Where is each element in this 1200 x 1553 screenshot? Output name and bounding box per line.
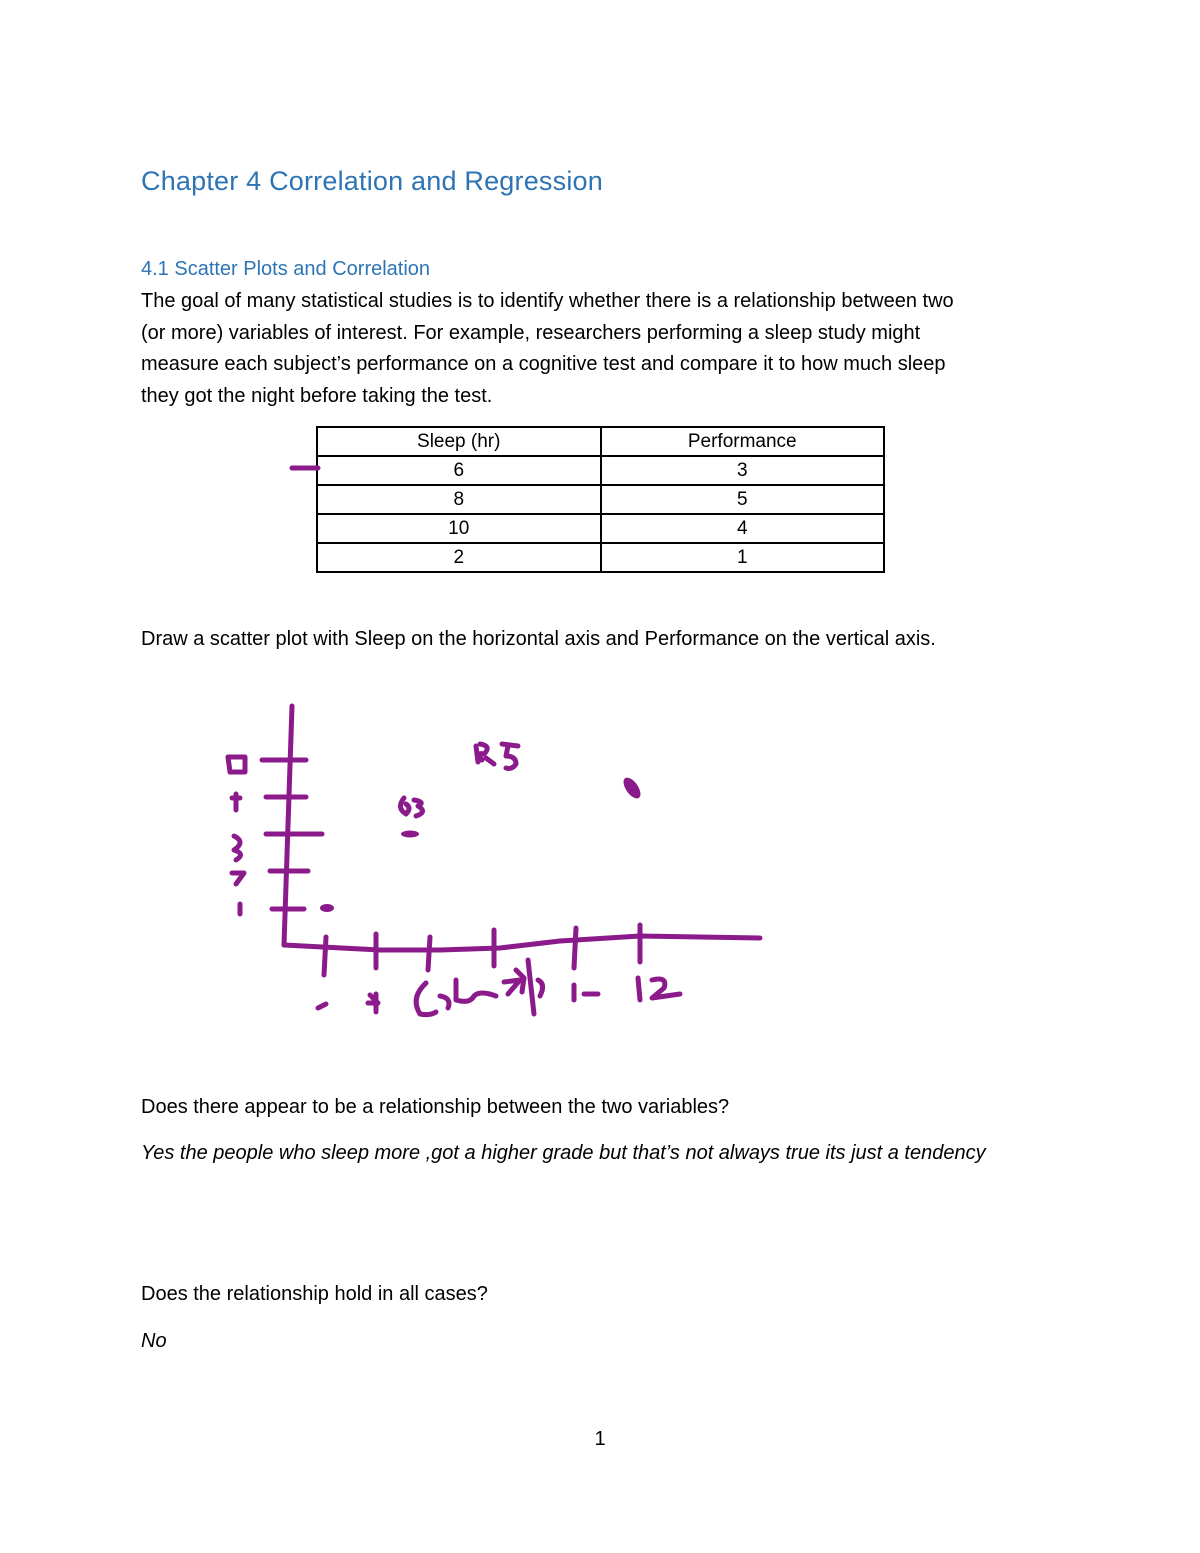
ink-point-label: [400, 798, 409, 814]
ink-x-label: [638, 978, 680, 1000]
table-cell: 6: [317, 456, 601, 485]
ink-data-point: [620, 775, 644, 802]
ink-x-axis: [284, 936, 760, 950]
intro-line: The goal of many statistical studies is to identify whether there is a relationship between two: [141, 290, 954, 312]
ink-x-label: [504, 970, 524, 994]
ink-x-label: [440, 980, 496, 1008]
intro-line: they got the night before taking the test.: [141, 384, 493, 407]
answer-2: No: [141, 1330, 167, 1352]
column-header-performance: Performance: [601, 427, 885, 456]
ink-x-label: [318, 1004, 326, 1008]
ink-data-point: [401, 831, 419, 838]
ink-x-tick: [428, 937, 430, 970]
ink-x-tick: [324, 937, 326, 975]
table-cell: 10: [317, 514, 601, 543]
section-title: 4.1 Scatter Plots and Correlation: [141, 258, 431, 280]
table-cell: 3: [601, 456, 885, 485]
table-cell: 1: [601, 543, 885, 572]
intro-line: measure each subject’s performance on a cognitive test and compare it to how much sleep: [141, 353, 946, 375]
table-cell: 5: [601, 485, 885, 514]
ink-x-tick: [574, 928, 576, 968]
ink-x-label: [368, 994, 378, 1012]
table-cell: 8: [317, 485, 601, 514]
intro-line: (or more) variables of interest. For example, researchers performing a sleep study might: [141, 321, 921, 344]
page-number: 1: [594, 1428, 606, 1450]
ink-data-point: [320, 904, 334, 912]
ink-y-label: [232, 873, 244, 884]
plot-instruction: Draw a scatter plot with Sleep on the horizontal axis and Performance on the vertical axis.: [141, 628, 936, 650]
answer-1: Yes the people who sleep more ,got a higher grade but that’s not always true its just a tendency: [141, 1142, 986, 1164]
ink-point-label: [414, 800, 423, 816]
ink-point-label: [502, 744, 518, 769]
ink-y-label: [234, 836, 241, 860]
chapter-title: Chapter 4 Correlation and Regression: [141, 166, 603, 196]
question-2: Does the relationship hold in all cases?: [141, 1283, 488, 1305]
ink-x-label: [574, 985, 598, 1000]
column-header-sleep: Sleep (hr): [317, 427, 601, 456]
ink-y-label: [232, 794, 240, 810]
table-cell: 2: [317, 543, 601, 572]
ink-x-label: [416, 983, 436, 1015]
table-cell: 4: [601, 514, 885, 543]
ink-point-label: [476, 744, 494, 764]
ink-y-label: [228, 757, 245, 772]
ink-x-label: [528, 960, 543, 1014]
question-1: Does there appear to be a relationship between the two variables?: [141, 1096, 730, 1118]
